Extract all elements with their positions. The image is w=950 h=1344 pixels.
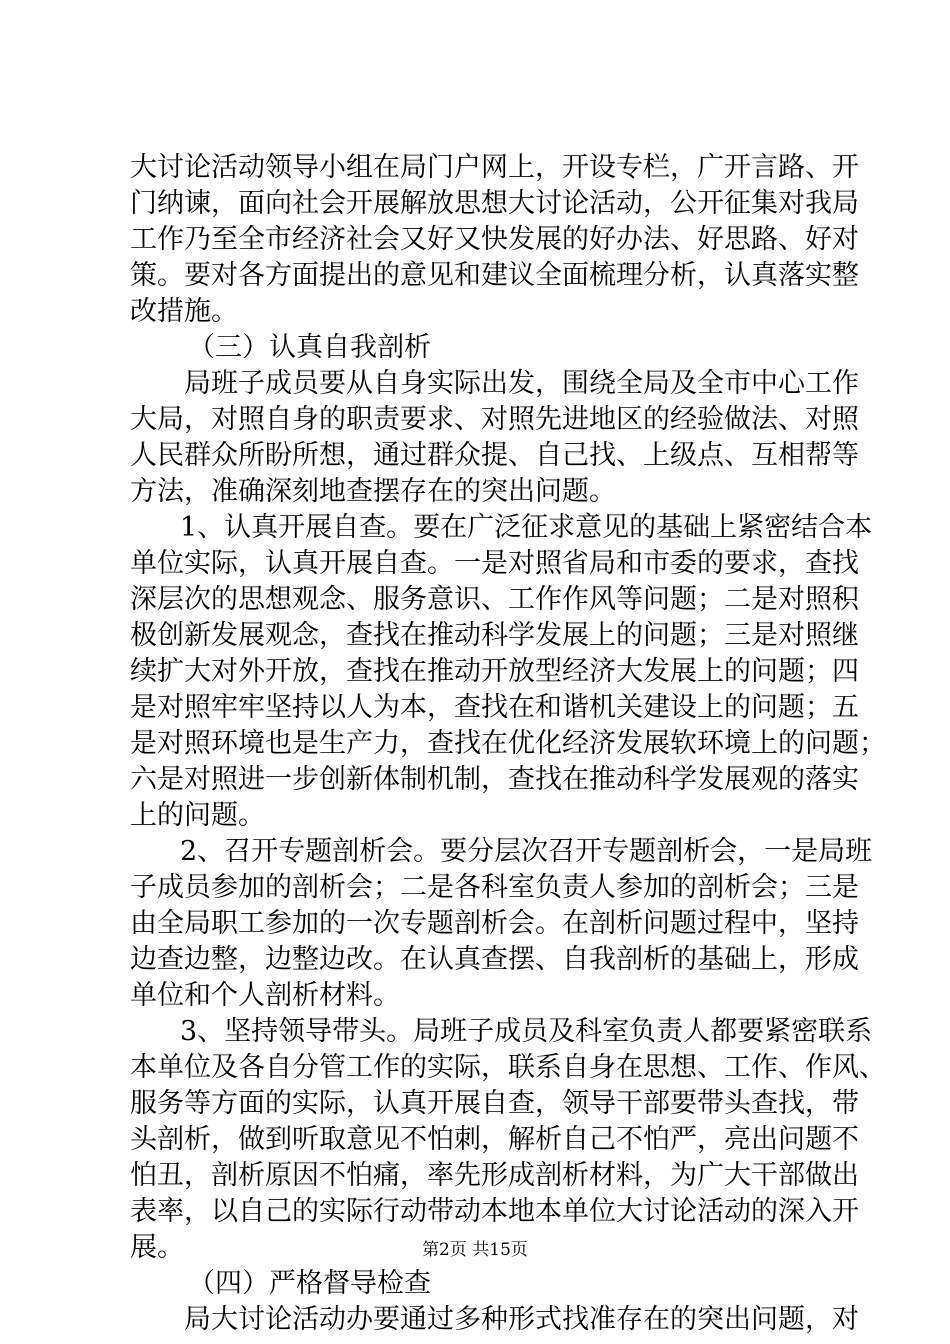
text-line: 是对照牢牢坚持以人为本，查找在和谐机关建设上的问题；五 (130, 692, 859, 723)
text-line: 表率，以自己的实际行动带动本地本单位大讨论活动的深入开 (130, 1196, 859, 1227)
text-line: 大讨论活动领导小组在局门户网上，开设专栏，广开言路、开 (130, 152, 859, 183)
text-line: 怕丑，剖析原因不怕痛，率先形成剖析材料，为广大干部做出 (130, 1160, 859, 1191)
text-line: 头剖析，做到听取意见不怕刺，解析自己不怕严，亮出问题不 (130, 1124, 859, 1155)
text-line: 单位和个人剖析材料。 (130, 980, 400, 1011)
text-line: 2、召开专题剖析会。要分层次召开专题剖析会，一是局班 (180, 836, 873, 867)
text-line: 本单位及各自分管工作的实际，联系自身在思想、工作、作风、 (130, 1052, 886, 1083)
section-heading: （四）严格督导检查 (188, 1268, 431, 1299)
text-line: 改措施。 (130, 296, 238, 327)
text-line: 续扩大对外开放，查找在推动开放型经济大发展上的问题；四 (130, 656, 859, 687)
text-line: 门纳谏，面向社会开展解放思想大讨论活动，公开征集对我局 (130, 188, 859, 219)
text-line: 人民群众所盼所想，通过群众提、自己找、上级点、互相帮等 (130, 440, 859, 471)
text-line: 服务等方面的实际，认真开展自查，领导干部要带头查找，带 (130, 1088, 859, 1119)
text-line: 上的问题。 (130, 800, 265, 831)
text-line: 局大讨论活动办要通过多种形式找准存在的突出问题，对 (184, 1304, 859, 1335)
text-line: 局班子成员要从自身实际出发，围绕全局及全市中心工作 (184, 368, 859, 399)
text-line: 是对照环境也是生产力，查找在优化经济发展软环境上的问题； (130, 728, 886, 759)
text-line: 大局，对照自身的职责要求、对照先进地区的经验做法、对照 (130, 404, 859, 435)
text-line: 3、坚持领导带头。局班子成员及科室负责人都要紧密联系 (180, 1016, 873, 1047)
text-line: 子成员参加的剖析会；二是各科室负责人参加的剖析会；三是 (130, 872, 859, 903)
text-line: 1、认真开展自查。要在广泛征求意见的基础上紧密结合本 (180, 512, 873, 543)
text-line: 深层次的思想观念、服务意识、工作作风等问题；二是对照积 (130, 584, 859, 615)
text-line: 边查边整，边整边改。在认真查摆、自我剖析的基础上，形成 (130, 944, 859, 975)
section-heading: （三）认真自我剖析 (188, 332, 431, 363)
text-line: 展。 (130, 1232, 184, 1263)
text-line: 由全局职工参加的一次专题剖析会。在剖析问题过程中，坚持 (130, 908, 859, 939)
text-line: 工作乃至全市经济社会又好又快发展的好办法、好思路、好对 (130, 224, 859, 255)
text-line: 六是对照进一步创新体制机制，查找在推动科学发展观的落实 (130, 764, 859, 795)
text-line: 单位实际，认真开展自查。一是对照省局和市委的要求，查找 (130, 548, 859, 579)
text-line: 方法，准确深刻地查摆存在的突出问题。 (130, 476, 616, 507)
page-footer: 第2页 共15页 (422, 1240, 528, 1260)
text-line: 策。要对各方面提出的意见和建议全面梳理分析，认真落实整 (130, 260, 859, 291)
text-line: 极创新发展观念，查找在推动科学发展上的问题；三是对照继 (130, 620, 859, 651)
document-body (130, 150, 886, 1338)
